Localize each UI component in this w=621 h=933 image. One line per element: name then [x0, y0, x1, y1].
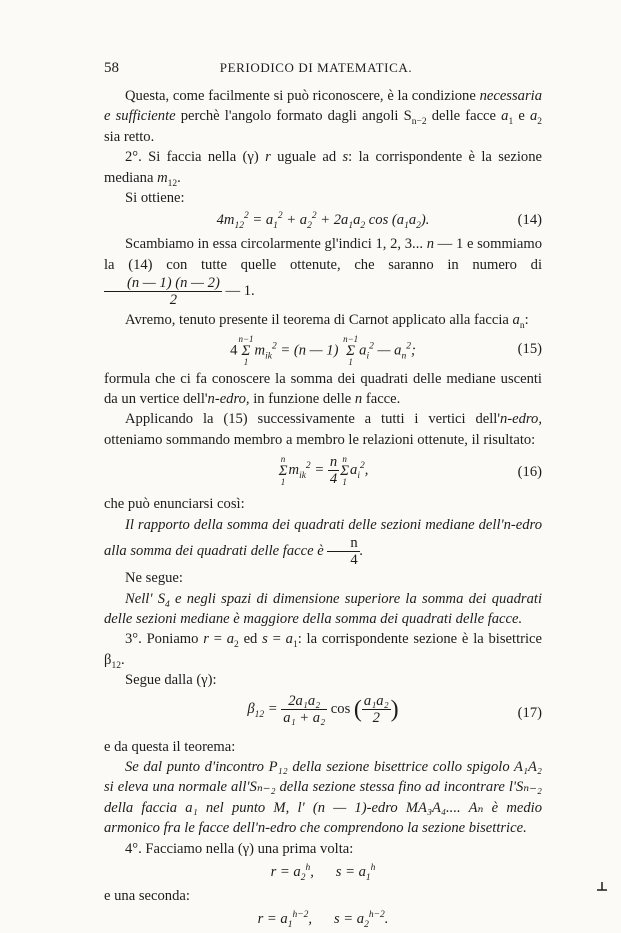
paragraph-segue: Segue dalla (γ):	[125, 672, 217, 689]
running-header	[104, 58, 528, 78]
paragraph-case-3: 3°. Poniamo $r = a_2$ ed $s = a_1$: la corrispondente sezione è la bisettrice $\beta_{12}$.	[104, 631, 542, 671]
equation-16: n Σ $1m_{ik}^2$ = $\frac{n}{4}$ n Σ $1a_i^2$, (16)	[278, 453, 542, 488]
equation-17: $\beta_{12}$ = $\frac{\text{2a₁a₂}}{\text{a₁ + a₂}}$ cos ( $\frac{\text{a₁a₂}}{2}$ ) (17)	[247, 692, 542, 726]
paragraph-si-ottiene: Si ottiene:	[125, 190, 185, 207]
equation-first-substitution: $r = a_2^h$, $s = a_1^h$	[270, 863, 376, 883]
paragraph-condition: Questa, come facilmente si può riconoscere, è la condizione necessaria e sufficiente perchè l'angolo formato dagli angoli $S_{n-2}$ delle facce $a_1$ e $a_2$ sia retto.	[104, 88, 543, 145]
text-column	[104, 86, 542, 933]
paragraph-teorema: e da questa il teorema:	[104, 738, 236, 755]
paragraph-seconda: e una seconda:	[104, 887, 190, 904]
page-number: 58	[104, 60, 119, 76]
equation-15: 4n−1 Σ $1m_{ik}^2 = (n$ — 1) n−1 Σ $1a_i^2$ — $a_n^2$; (15)	[230, 333, 542, 367]
paragraph-enunciarsi: che può enunciarsi così:	[104, 496, 245, 513]
paragraph-formula: formula che ci fa conoscere la somma dei quadrati delle mediane uscenti da un vertice dell'n-edro, in funzione delle n facce.	[104, 370, 542, 408]
equation-second-substitution: $r = a_1^{h-2}$, $s = a_2^{h-2}$.	[257, 910, 389, 931]
fraction: $\frac{n}{4}$	[327, 535, 359, 568]
journal-title: PERIODICO DI MATEMATICA.	[219, 60, 413, 75]
fraction: $\frac{\text{a₁a₂}}{2}$	[363, 692, 389, 726]
equation-number: (17)	[517, 704, 542, 721]
summation-sign: n−1 Σ 1	[238, 333, 254, 367]
paragraph-applicando: Applicando la (15) successivamente a tutti i vertici dell'n-edro, otteniamo sommando membro a membro le relazioni ottenute, il risultato:	[104, 411, 542, 448]
fraction: $\frac{(n — 1) (n — 2)}{2}$	[104, 275, 222, 308]
paragraph-scambiamo: Scambiamo in essa circolarmente gl'indici 1, 2, 3... n — 1 e sommiamo la (14) con tutte quelle ottenute, che saranno in numero di $\frac{(n — 1) (n — 2)}{2}$ — 1.	[104, 236, 542, 309]
equation-number: (16)	[517, 464, 542, 481]
summation-sign: n Σ 1	[278, 453, 288, 487]
fraction: $\frac{n}{4}$	[329, 454, 338, 488]
paragraph-ne-segue: Ne segue:	[125, 570, 183, 587]
equation-14: $4m_{12}^2 = a_1^2 + a_2^2 + 2a_1a_2$ $\cos (a_1a_2)$. (14)	[216, 211, 542, 232]
equation-number: (14)	[517, 212, 542, 229]
paragraph-case-4: 4°. Facciamo nella (γ) una prima volta:	[125, 840, 354, 857]
theorem-bisector: Se dal punto d'incontro P₁₂ della sezione bisettrice collo spigolo A₁A₂ si eleva una normale all'Sₙ₋₂ della sezione stessa fino ad incontrare l'Sₙ₋₂ della faccia a₁ nel punto M, l' (n — 1)-edro MA₃A₄.... Aₙ è medio armonico fra le facce dell'n-edro che comprendono la sezione bisettrice.	[104, 758, 542, 837]
corner-mark-icon	[596, 882, 608, 892]
paragraph-case-2: 2°. Si faccia nella (γ) r uguale ad s: la corrispondente è la sezione mediana $m_{12}$.	[104, 149, 542, 189]
theorem-s4: Nell' $S_4$ e negli spazi di dimensione superiore la somma dei quadrati delle sezioni mediane è maggiore della somma dei quadrati delle facce.	[104, 590, 543, 627]
equation-number: (15)	[517, 340, 542, 357]
theorem-ratio: Il rapporto della somma dei quadrati delle sezioni mediane dell'n-edro alla somma dei quadrati delle facce è $\frac{n}{4}$ .	[104, 516, 542, 569]
paragraph-carnot: Avremo, tenuto presente il teorema di Carnot applicato alla faccia $a_n$:	[125, 312, 529, 332]
summation-sign: n Σ 1	[340, 453, 350, 487]
summation-sign: n−1 Σ 1	[343, 333, 359, 367]
fraction: $\frac{\text{2a₁a₂}}{\text{a₁ + a₂}}$	[283, 692, 326, 726]
